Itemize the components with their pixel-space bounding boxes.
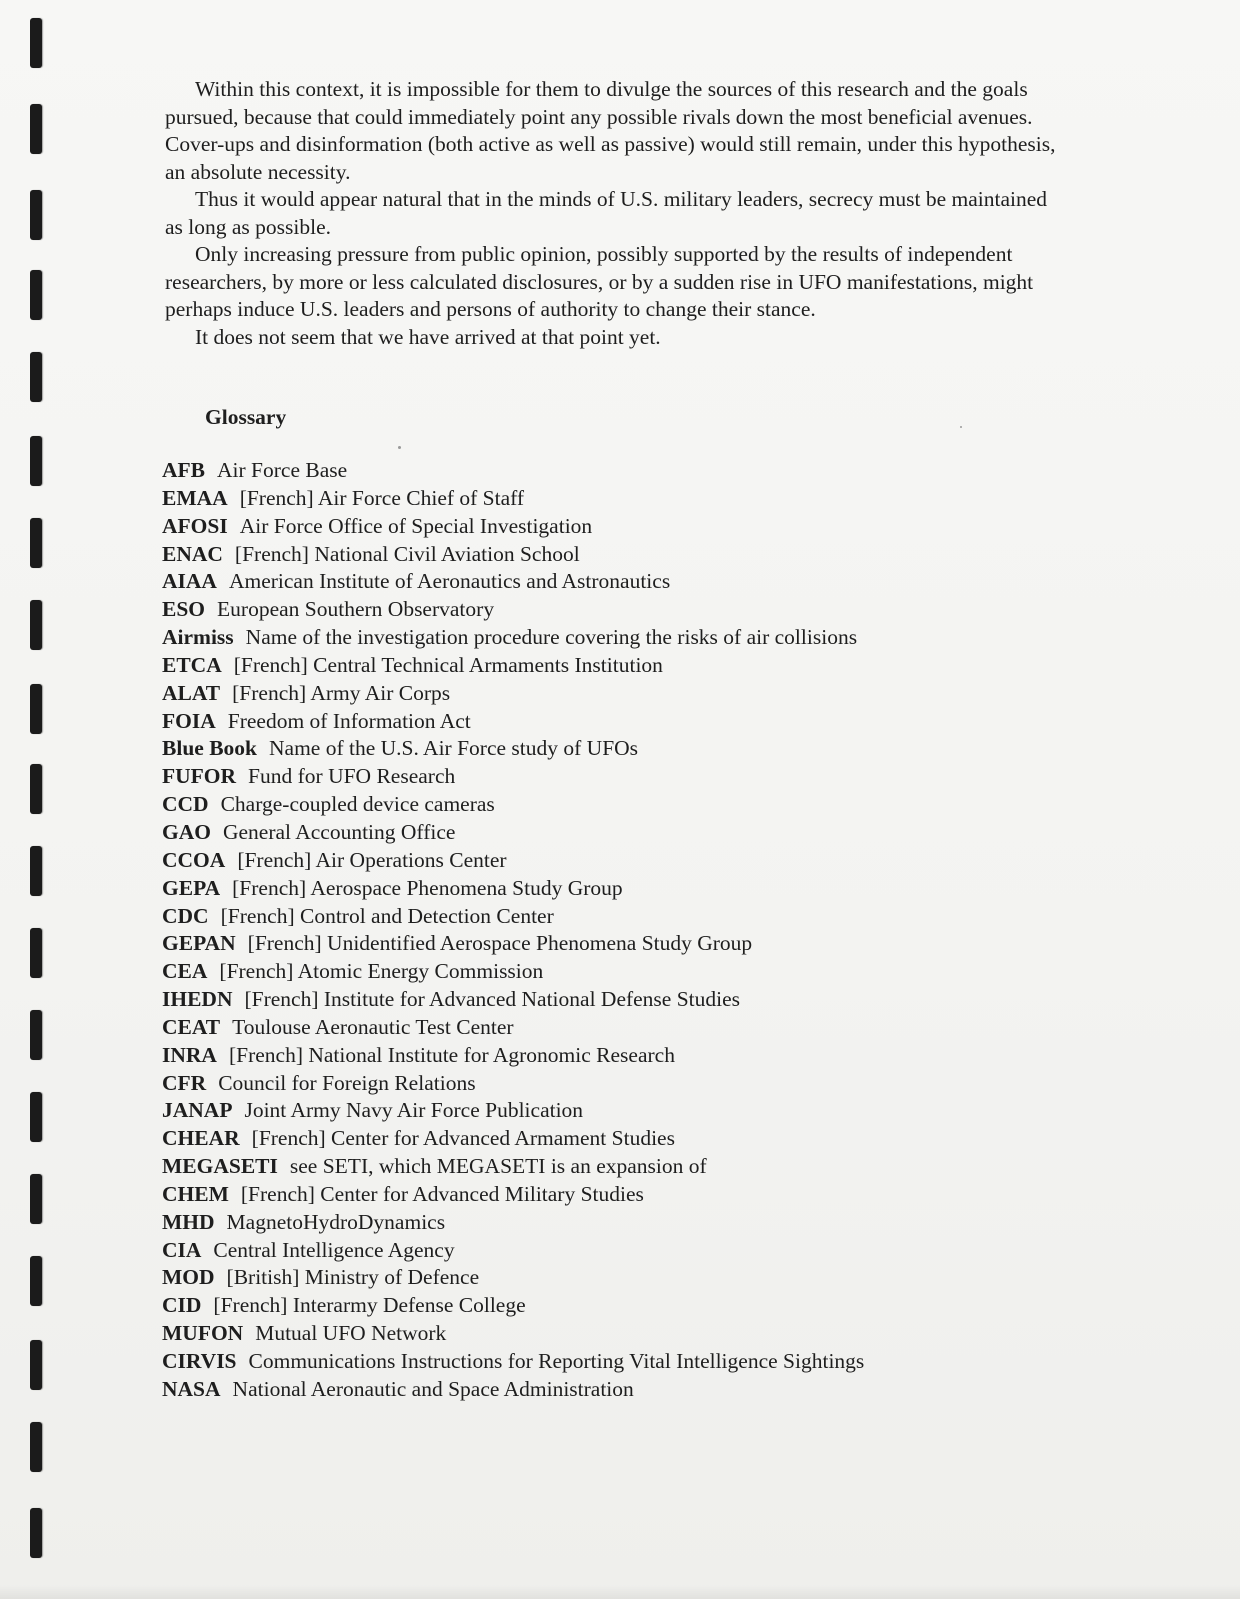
glossary-definition: American Institute of Aeronautics and Astronautics — [228, 569, 671, 594]
glossary-entry — [162, 1320, 1062, 1348]
glossary-entry — [162, 930, 1062, 958]
glossary-entry — [162, 819, 1062, 847]
glossary-definition: [French] Central Technical Armaments Institution — [233, 652, 663, 677]
glossary-abbreviation: FUFOR — [162, 764, 237, 789]
glossary-definition: [French] Center for Advanced Armament Studies — [251, 1126, 675, 1151]
binding-hole — [30, 104, 42, 154]
glossary-definition: [British] Ministry of Defence — [226, 1265, 480, 1290]
glossary-abbreviation: AFB — [162, 458, 205, 482]
glossary-definition: [French] National Institute for Agronomic Research — [228, 1042, 675, 1067]
glossary-entry — [162, 735, 1062, 763]
glossary-definition: European Southern Observatory — [217, 597, 495, 622]
scan-speck — [398, 446, 401, 449]
glossary-definition: Communications Instructions for Reporting Vital Intelligence Sightings — [248, 1349, 865, 1373]
glossary-abbreviation: CCOA — [162, 847, 226, 872]
glossary-definition: [French] Control and Detection Center — [220, 903, 554, 928]
glossary-entry — [162, 485, 1062, 513]
glossary-definition: [French] Air Operations Center — [237, 847, 507, 872]
binding-hole — [30, 1256, 42, 1306]
body-text — [165, 76, 1065, 351]
paragraph-conclusion: It does not seem that we have arrived at that point yet. — [195, 324, 661, 349]
glossary-entry — [162, 1153, 1062, 1181]
glossary-definition: [French] Air Force Chief of Staff — [239, 485, 525, 510]
glossary-entry — [162, 847, 1062, 875]
glossary-definition: [French] Aerospace Phenomena Study Group — [232, 875, 623, 900]
binding-hole — [30, 18, 42, 68]
binding-hole — [30, 436, 42, 486]
glossary-abbreviation: MOD — [162, 1265, 215, 1290]
glossary-definition: see SETI, which MEGASETI is an expansion of — [289, 1154, 707, 1179]
scan-speck — [960, 426, 962, 428]
paragraph-secrecy: Thus it would appear natural that in the minds of U.S. military leaders, secrecy must be maintained as long as possible. — [165, 187, 1048, 239]
glossary-definition: Charge-coupled device cameras — [220, 792, 495, 817]
glossary-abbreviation: CID — [162, 1293, 202, 1318]
glossary-definition: [French] Interarmy Defense College — [213, 1293, 526, 1318]
glossary-definition: Central Intelligence Agency — [213, 1237, 455, 1262]
glossary-abbreviation: Blue Book — [162, 736, 257, 761]
glossary-abbreviation: GEPA — [162, 875, 221, 900]
binding-hole — [30, 270, 42, 320]
glossary-abbreviation: CEA — [162, 959, 208, 984]
binding-hole — [30, 846, 42, 896]
glossary-entry — [162, 1264, 1062, 1292]
binding-hole — [30, 352, 42, 402]
glossary-abbreviation: AIAA — [162, 569, 217, 594]
binding-hole — [30, 764, 42, 814]
glossary-definition: Fund for UFO Research — [248, 764, 456, 789]
glossary-abbreviation: GAO — [162, 819, 211, 844]
glossary-abbreviation: CDC — [162, 903, 209, 928]
glossary-entry — [162, 708, 1062, 736]
paragraph-context: Within this context, it is impossible for them to divulge the sources of this research and the goals pursued, because that could immediately point any possible rivals down the most beneficial avenues. Cover-ups and disinformation (both active as well as passive) would still remain, under this hypothesis, an absolute necessity. — [165, 77, 1056, 184]
glossary-abbreviation: ENAC — [162, 541, 223, 566]
glossary-entry — [162, 1014, 1062, 1042]
glossary-entry — [162, 1209, 1062, 1237]
glossary-abbreviation: JANAP — [162, 1098, 233, 1123]
glossary-definition: Joint Army Navy Air Force Publication — [244, 1098, 584, 1123]
glossary-abbreviation: AFOSI — [162, 513, 228, 538]
binding-hole — [30, 1508, 42, 1558]
glossary-abbreviation: CCD — [162, 792, 209, 817]
glossary-entry — [162, 875, 1062, 903]
glossary-entry — [162, 568, 1062, 596]
paragraph-pressure: Only increasing pressure from public opinion, possibly supported by the results of independent researchers, by more or less calculated disclosures, or by a sudden rise in UFO manifestations, might perhaps induce U.S. leaders and persons of authority to change their stance. — [165, 242, 1034, 321]
binding-holes — [30, 0, 46, 1599]
glossary-entry — [162, 1042, 1062, 1070]
glossary-definition: [French] Army Air Corps — [232, 680, 451, 705]
glossary-abbreviation: CHEM — [162, 1181, 229, 1206]
glossary-list — [162, 457, 1062, 1404]
glossary-abbreviation: ETCA — [162, 652, 222, 677]
glossary-abbreviation: IHEDN — [162, 987, 233, 1012]
binding-hole — [30, 600, 42, 650]
glossary-definition: National Aeronautic and Space Administration — [232, 1376, 634, 1401]
glossary-abbreviation: EMAA — [162, 485, 228, 510]
binding-hole — [30, 518, 42, 568]
glossary-definition: Freedom of Information Act — [227, 708, 471, 733]
glossary-entry — [162, 1070, 1062, 1098]
glossary-definition: Name of the U.S. Air Force study of UFOs — [269, 736, 639, 761]
glossary-heading: Glossary — [205, 405, 287, 429]
glossary-abbreviation: CEAT — [162, 1014, 221, 1039]
glossary-definition: [French] Institute for Advanced National Defense Studies — [244, 987, 741, 1012]
glossary-abbreviation: MHD — [162, 1209, 215, 1234]
binding-hole — [30, 1174, 42, 1224]
glossary-entry — [162, 624, 1062, 652]
glossary-abbreviation: INRA — [162, 1042, 217, 1067]
glossary-definition: Air Force Office of Special Investigation — [239, 513, 593, 538]
binding-hole — [30, 1422, 42, 1472]
binding-hole — [30, 1092, 42, 1142]
glossary-abbreviation: MUFON — [162, 1321, 244, 1346]
glossary-entry — [162, 763, 1062, 791]
glossary-definition: Name of the investigation procedure covering the risks of air collisions — [245, 625, 858, 650]
glossary-entry — [162, 680, 1062, 708]
glossary-definition: Council for Foreign Relations — [218, 1070, 476, 1095]
glossary-entry — [162, 513, 1062, 541]
glossary-definition: [French] Unidentified Aerospace Phenomena Study Group — [247, 931, 753, 956]
glossary-entry — [162, 541, 1062, 569]
glossary-entry — [162, 596, 1062, 624]
glossary-abbreviation: ALAT — [162, 680, 221, 705]
binding-hole — [30, 928, 42, 978]
glossary-entry — [162, 791, 1062, 819]
glossary-definition: [French] National Civil Aviation School — [234, 541, 580, 566]
glossary-abbreviation: GEPAN — [162, 931, 236, 956]
glossary-abbreviation: CFR — [162, 1070, 207, 1095]
glossary-definition: Air Force Base — [217, 458, 348, 482]
glossary-definition: [French] Center for Advanced Military Studies — [240, 1181, 644, 1206]
glossary-entry — [162, 1097, 1062, 1125]
glossary-abbreviation: MEGASETI — [162, 1154, 278, 1179]
binding-hole — [30, 684, 42, 734]
glossary-definition: General Accounting Office — [222, 819, 456, 844]
glossary-abbreviation: NASA — [162, 1376, 221, 1401]
glossary-abbreviation: CHEAR — [162, 1126, 240, 1151]
glossary-entry — [162, 903, 1062, 931]
binding-hole — [30, 1010, 42, 1060]
glossary-definition: [French] Atomic Energy Commission — [219, 959, 544, 984]
glossary-abbreviation: CIRVIS — [162, 1349, 237, 1373]
page-bottom-edge — [0, 1585, 1240, 1599]
glossary-definition: Toulouse Aeronautic Test Center — [232, 1014, 514, 1039]
glossary-entry — [162, 652, 1062, 680]
glossary-abbreviation: ESO — [162, 597, 206, 622]
glossary-definition: Mutual UFO Network — [255, 1321, 447, 1346]
glossary-entry — [162, 1125, 1062, 1153]
binding-hole — [30, 1340, 42, 1390]
glossary-abbreviation: CIA — [162, 1237, 202, 1262]
glossary-entry — [162, 1292, 1062, 1320]
glossary-entry — [162, 1237, 1062, 1265]
glossary-abbreviation: FOIA — [162, 708, 216, 733]
glossary-abbreviation: Airmiss — [162, 625, 234, 650]
glossary-entry — [162, 1181, 1062, 1209]
glossary-entry — [162, 1376, 1062, 1404]
glossary-definition: MagnetoHydroDynamics — [226, 1209, 446, 1234]
glossary-entry — [162, 1348, 1062, 1376]
glossary-entry — [162, 958, 1062, 986]
glossary-entry — [162, 986, 1062, 1014]
glossary-entry — [162, 457, 1062, 485]
binding-hole — [30, 190, 42, 240]
